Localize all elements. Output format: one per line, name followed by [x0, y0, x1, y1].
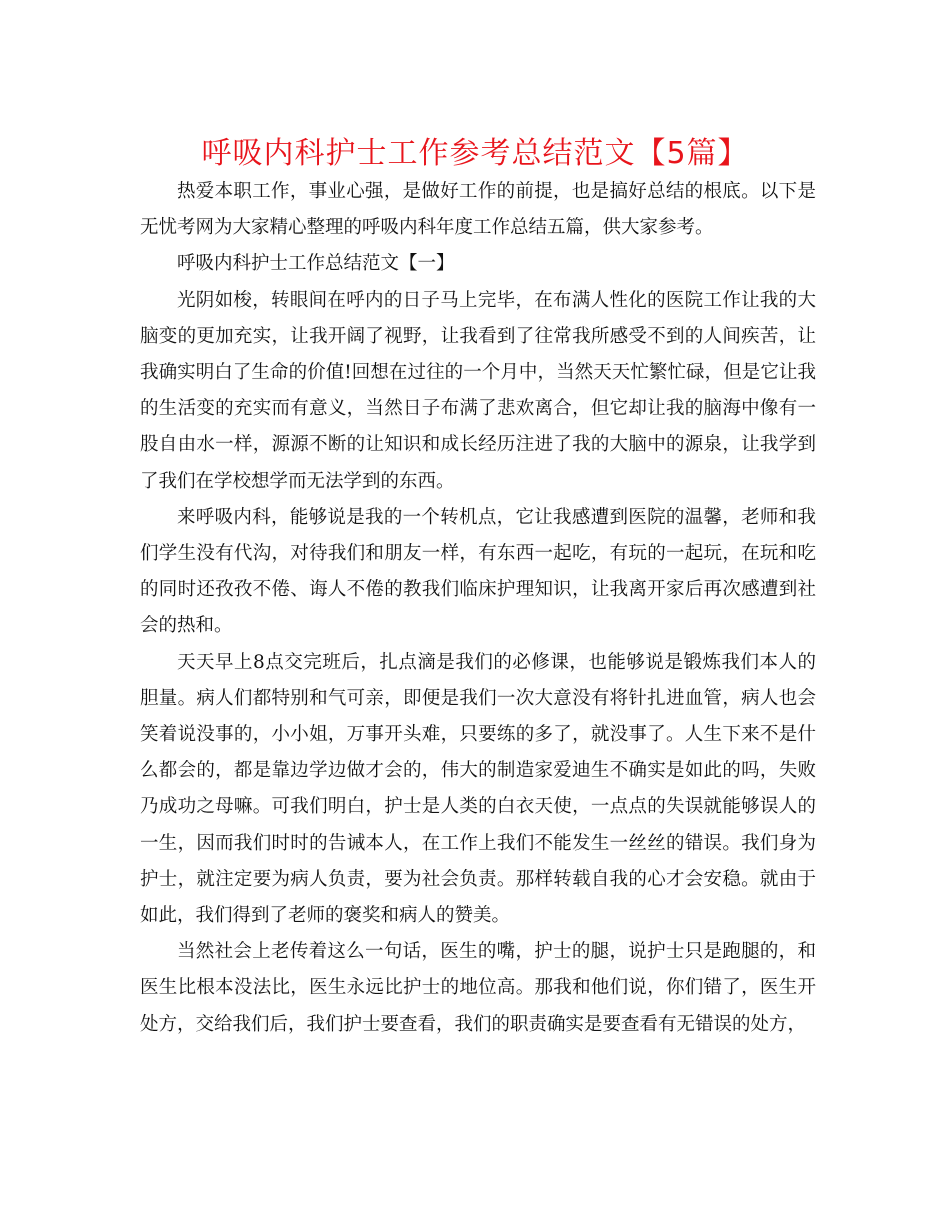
paragraph: 天天早上8点交完班后，扎点滴是我们的必修课，也能够说是锻炼我们本人的胆量。病人们都特别和气可亲，即便是我们一次大意没有将针扎进血管，病人也会笑着说没事的，小小姐，万事开头难，只要练的多了，就没事了。人生下来不是什么都会的，都是靠边学边做才会的，伟大的制造家爱迪生不确实是如此的吗，失败乃成功之母嘛。可我们明白，护士是人类的白衣天使，一点点的失误就能够误人的一生，因而我们时时的告诫本人，在工作上我们不能发生一丝丝的错误。我们身为护士，就注定要为病人负责，要为社会负责。那样转载自我的心才会安稳。就由于如此，我们得到了老师的褒奖和病人的赞美。 — [140, 651, 816, 927]
document-body — [140, 174, 816, 1043]
paragraph: 光阴如梭，转眼间在呼内的日子马上完毕，在布满人性化的医院工作让我的大脑变的更加充实，让我开阔了视野，让我看到了往常我所感受不到的人间疾苦，让我确实明白了生命的价值!回想在过往的一个月中，当然天天忙繁忙碌，但是它让我的生活变的充实而有意义，当然日子布满了悲欢离合，但它却让我的脑海中像有一股自由水一样，源源不断的让知识和成长经历注进了我的大脑中的源泉，让我学到了我们在学校想学而无法学到的东西。 — [140, 289, 816, 492]
paragraph: 来呼吸内科，能够说是我的一个转机点，它让我感遭到医院的温馨，老师和我们学生没有代沟，对待我们和朋友一样，有东西一起吃，有玩的一起玩，在玩和吃的同时还孜孜不倦、诲人不倦的教我们临床护理知识，让我离开家后再次感遭到社会的热和。 — [140, 506, 816, 637]
paragraph-intro: 热爱本职工作，事业心强，是做好工作的前提，也是搞好总结的根底。以下是无忧考网为大家精心整理的呼吸内科年度工作总结五篇，供大家参考。 — [140, 181, 816, 239]
paragraph: 当然社会上老传着这么一句话，医生的嘴，护士的腿，说护士只是跑腿的，和医生比根本没法比，医生永远比护士的地位高。那我和他们说，你们错了，医生开处方，交给我们后，我们护士要查看，我们的职责确实是要查看有无错误的处方， — [140, 941, 816, 1035]
section-heading: 呼吸内科护士工作总结范文【一】 — [177, 253, 455, 275]
document-title: 呼吸内科护士工作参考总结范文【5篇】 — [201, 136, 749, 171]
